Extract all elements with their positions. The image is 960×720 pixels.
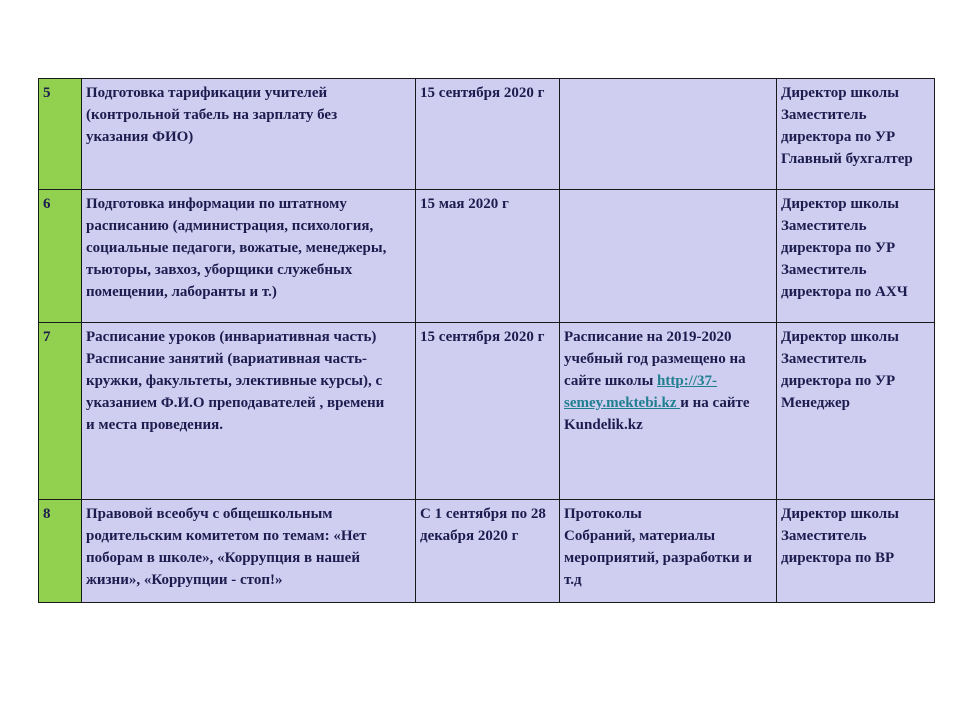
responsible-line: Заместитель <box>781 528 867 544</box>
date-line: декабря 2020 г <box>420 528 519 544</box>
task-line: родительским комитетом по темам: «Нет <box>86 528 367 544</box>
task-cell <box>82 323 416 500</box>
task-line: указания ФИО) <box>86 129 194 145</box>
responsible-line: Заместитель <box>781 107 867 123</box>
table-row <box>39 190 935 323</box>
note-line: Протоколы <box>564 506 642 522</box>
responsible-line: Директор школы <box>781 196 899 212</box>
note-line: Собраний, материалы <box>564 528 716 544</box>
responsible-line: директора по УР <box>781 129 896 145</box>
table-row <box>39 79 935 190</box>
note-line <box>564 370 772 392</box>
task-line: тьюторы, завхоз, уборщики служебных <box>86 262 353 278</box>
task-line: Расписание уроков (инвариативная часть) <box>86 329 377 345</box>
note-text: сайте школы <box>564 373 658 389</box>
task-cell <box>82 500 416 603</box>
task-line: Подготовка тарификации учителей <box>86 85 328 101</box>
responsible-cell <box>777 500 935 603</box>
note-text: и на сайте <box>680 395 750 411</box>
responsible-line: директора по ВР <box>781 550 895 566</box>
date-line: 15 мая 2020 г <box>420 196 509 212</box>
table-row <box>39 323 935 500</box>
date-cell <box>416 500 560 603</box>
responsible-line: директора по АХЧ <box>781 284 908 300</box>
task-line: и места проведения. <box>86 417 223 433</box>
date-line: 15 сентября 2020 г <box>420 329 545 345</box>
task-line: помещении, лаборанты и т.) <box>86 284 277 300</box>
date-cell <box>416 323 560 500</box>
responsible-line: Директор школы <box>781 85 899 101</box>
task-line: жизни», «Коррупции - стоп!» <box>86 572 283 588</box>
note-line: Kundelik.kz <box>564 417 643 433</box>
responsible-line: директора по УР <box>781 240 896 256</box>
note-line: мероприятий, разработки и <box>564 550 752 566</box>
row-number: 8 <box>39 500 82 603</box>
table-row <box>39 500 935 603</box>
date-line: 15 сентября 2020 г <box>420 85 545 101</box>
note-line <box>564 392 772 414</box>
responsible-cell <box>777 190 935 323</box>
school-site-link[interactable]: http://37- <box>657 373 718 389</box>
row-number: 7 <box>39 323 82 500</box>
note-cell <box>560 79 777 190</box>
task-line: Расписание занятий (вариативная часть- <box>86 351 368 367</box>
note-line: учебный год размещено на <box>564 351 746 367</box>
task-line: расписанию (администрация, психология, <box>86 218 374 234</box>
task-line: Подготовка информации по штатному <box>86 196 347 212</box>
note-cell <box>560 500 777 603</box>
task-line: Правовой всеобуч с общешкольным <box>86 506 333 522</box>
responsible-line: Заместитель <box>781 218 867 234</box>
responsible-line: Директор школы <box>781 506 899 522</box>
task-line: указанием Ф.И.О преподавателей , времени <box>86 395 385 411</box>
row-number: 6 <box>39 190 82 323</box>
row-number: 5 <box>39 79 82 190</box>
responsible-line: Заместитель <box>781 351 867 367</box>
note-cell <box>560 323 777 500</box>
date-cell <box>416 79 560 190</box>
date-cell <box>416 190 560 323</box>
responsible-cell <box>777 79 935 190</box>
responsible-line: директора по УР <box>781 373 896 389</box>
task-line: социальные педагоги, вожатые, менеджеры, <box>86 240 387 256</box>
date-line: С 1 сентября по 28 <box>420 506 546 522</box>
task-line: (контрольной табель на зарплату без <box>86 107 338 123</box>
note-line: Расписание на 2019-2020 <box>564 329 732 345</box>
task-cell <box>82 79 416 190</box>
task-line: поборам в школе», «Коррупция в нашей <box>86 550 360 566</box>
responsible-line: Менеджер <box>781 395 850 411</box>
responsible-line: Директор школы <box>781 329 899 345</box>
note-cell <box>560 190 777 323</box>
school-site-link-cont[interactable]: semey.mektebi.kz <box>564 395 681 411</box>
plan-table <box>38 78 935 603</box>
task-cell <box>82 190 416 323</box>
responsible-line: Заместитель <box>781 262 867 278</box>
note-line: т.д <box>564 572 582 588</box>
responsible-line: Главный бухгалтер <box>781 151 913 167</box>
task-line: кружки, факультеты, элективные курсы), с <box>86 373 383 389</box>
responsible-cell <box>777 323 935 500</box>
